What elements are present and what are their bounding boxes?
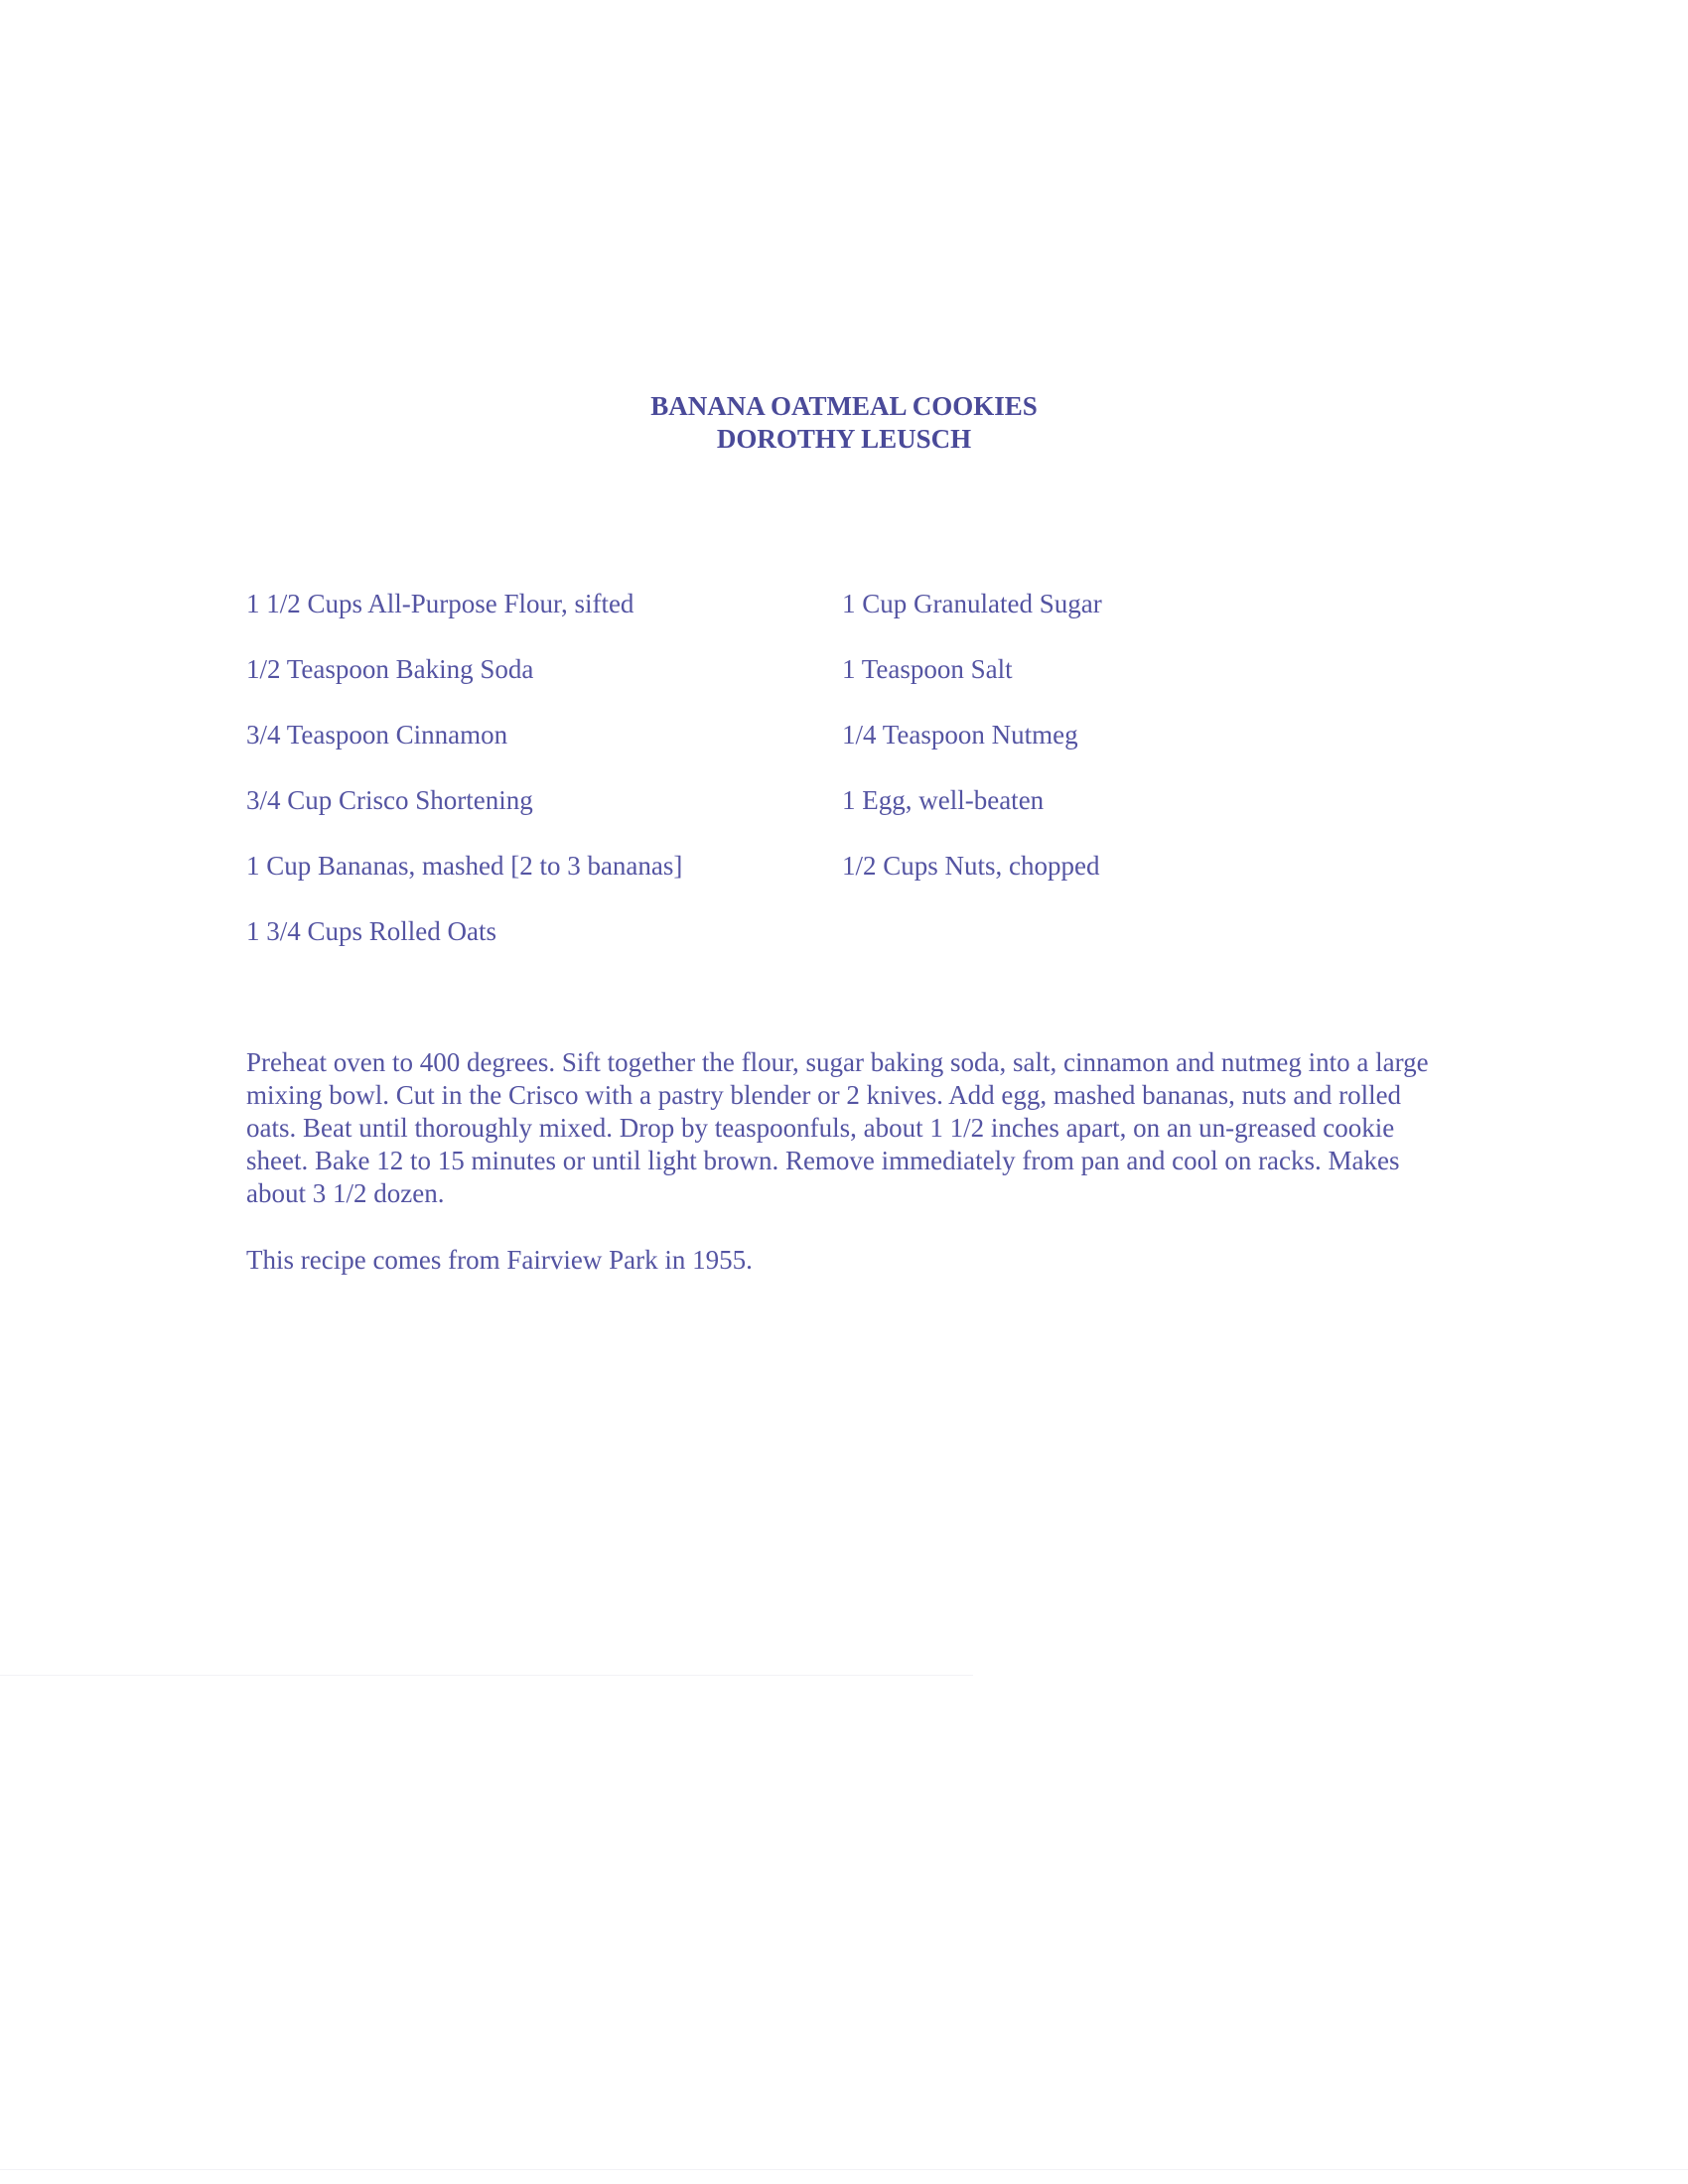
ingredient-item: 1/2 Teaspoon Baking Soda	[246, 654, 534, 684]
ingredient-item: 1 Teaspoon Salt	[842, 654, 1013, 684]
ingredient-item: 3/4 Cup Crisco Shortening	[246, 785, 533, 815]
ingredient-item: 1/2 Cups Nuts, chopped	[842, 851, 1100, 881]
ingredient-row	[246, 849, 1438, 914]
ingredient-item: 1/4 Teaspoon Nutmeg	[842, 720, 1078, 750]
ingredient-row	[246, 652, 1438, 718]
ingredient-list	[246, 587, 1438, 980]
ingredient-row	[246, 783, 1438, 849]
ingredient-item: 1 1/2 Cups All-Purpose Flour, sifted	[246, 589, 634, 618]
ingredient-row	[246, 914, 1438, 980]
ingredient-item: 1 Cup Granulated Sugar	[842, 589, 1102, 618]
recipe-note: This recipe comes from Fairview Park in 1955.	[246, 1245, 753, 1275]
scan-artifact-line	[0, 2169, 1688, 2170]
ingredient-item: 1 Egg, well-beaten	[842, 785, 1045, 815]
recipe-header	[0, 390, 1688, 456]
recipe-directions: Preheat oven to 400 degrees. Sift together the flour, sugar baking soda, salt, cinnamon and nutmeg into a large mixing bowl. Cut in the Crisco with a pastry blender or 2 knives. Add egg, mashed bananas, nuts and rolled oats. Beat until thoroughly mixed. Drop by teaspoonfuls, about 1 1/2 inches apart, on an un-greased cookie sheet. Bake 12 to 15 minutes or until light brown. Remove immediately from pan and cool on racks. Makes about 3 1/2 dozen.	[246, 1047, 1429, 1208]
ingredient-item: 1 3/4 Cups Rolled Oats	[246, 916, 497, 946]
ingredient-item: 1 Cup Bananas, mashed [2 to 3 bananas]	[246, 851, 683, 881]
ingredient-item: 3/4 Teaspoon Cinnamon	[246, 720, 508, 750]
ingredient-row	[246, 718, 1438, 783]
ingredient-row	[246, 587, 1438, 652]
recipe-title: BANANA OATMEAL COOKIES	[650, 391, 1038, 421]
recipe-author: DOROTHY LEUSCH	[716, 424, 972, 454]
scan-artifact-line	[0, 1675, 973, 1676]
